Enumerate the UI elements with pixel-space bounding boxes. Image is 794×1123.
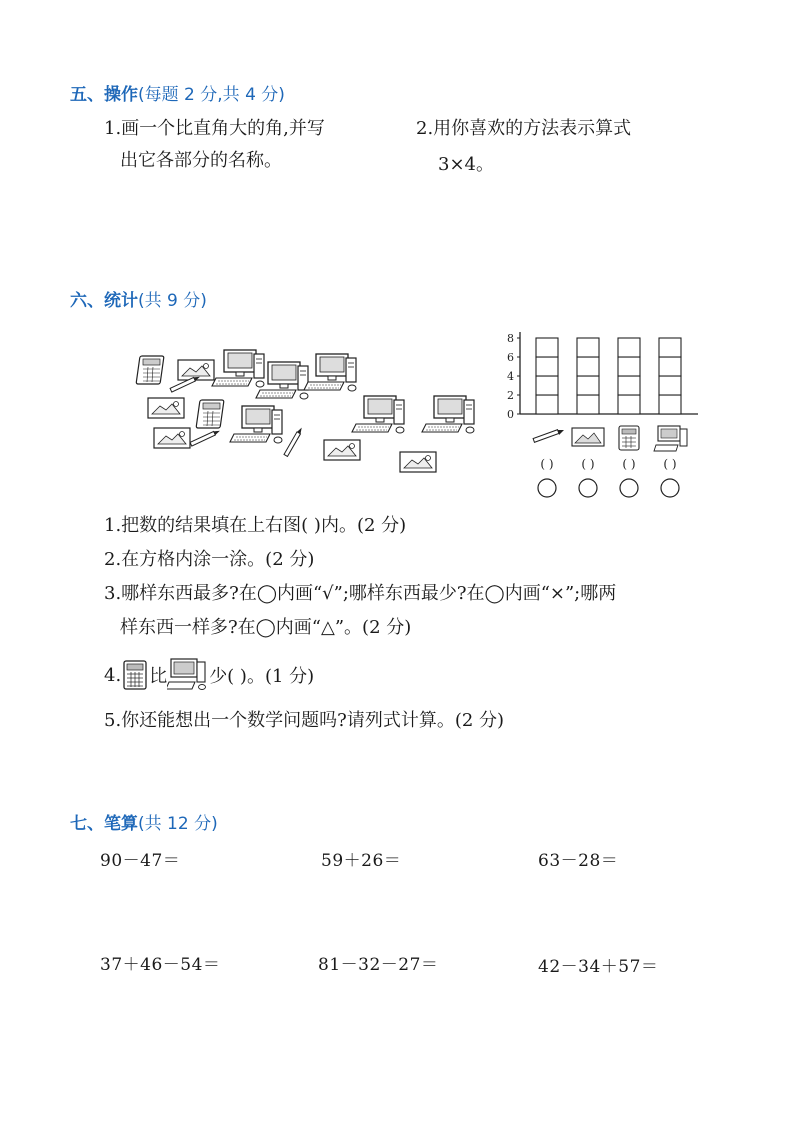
calc-problem-4: 37＋46－54＝: [100, 955, 221, 975]
section-7-heading: [70, 809, 218, 834]
chart-answer-circle: [538, 479, 556, 497]
chart-y-tick-label: 8: [507, 332, 514, 345]
chart-bar-cell: [577, 376, 599, 395]
pencil-icon: [533, 430, 564, 443]
chart-bar-cell: [577, 395, 599, 414]
calc-problem-3: 63－28＝: [538, 851, 619, 871]
chart-bar-cell: [659, 395, 681, 414]
chart-bar-cell: [659, 338, 681, 357]
chart-y-tick-label: 4: [507, 370, 514, 383]
chart-y-tick-label: 0: [507, 408, 514, 421]
section-5-title: 五、操作: [70, 85, 138, 105]
chart-answer-blank: ( ): [622, 457, 636, 471]
calculator-icon: [619, 426, 639, 450]
s6-q5: 5.你还能想出一个数学问题吗?请列式计算。(2 分): [104, 710, 505, 731]
s5-q1-line1: 1.画一个比直角大的角,并写: [104, 118, 325, 139]
computer-icon: [654, 426, 687, 451]
chart-answer-blank: ( ): [581, 457, 595, 471]
s5-q1-line2: 出它各部分的名称。: [120, 150, 282, 171]
chart-answer-circle: [579, 479, 597, 497]
s6-q3-line2: 样东西一样多?在◯内画“△”。(2 分): [120, 617, 412, 638]
picture-card-icon: [572, 428, 604, 446]
s5-q2-line2: 3×4。: [438, 154, 494, 175]
calculator-icon: [121, 660, 149, 690]
chart-answer-circle: [620, 479, 638, 497]
chart-bar-cell: [618, 357, 640, 376]
section-7-score: (共 12 分): [138, 814, 218, 834]
chart-bar-cell: [618, 338, 640, 357]
chart-bar-cell: [618, 376, 640, 395]
chart-y-tick-label: 6: [507, 351, 514, 364]
s5-q2-line1: 2.用你喜欢的方法表示算式: [416, 118, 632, 139]
chart-y-tick-label: 2: [507, 389, 514, 402]
chart-bar-cell: [659, 376, 681, 395]
objects-illustration: [130, 340, 490, 475]
s6-q4-mid: 比: [149, 666, 168, 687]
section-7-title: 七、笔算: [70, 814, 138, 834]
chart-bar-cell: [618, 395, 640, 414]
section-6-heading: [70, 286, 207, 311]
s6-q3-line1: 3.哪样东西最多?在◯内画“√”;哪样东西最少?在◯内画“×”;哪两: [104, 583, 617, 604]
s6-q2: 2.在方格内涂一涂。(2 分): [104, 549, 315, 570]
calc-problem-2: 59＋26＝: [321, 851, 402, 871]
s6-q1: 1.把数的结果填在上右图( )内。(2 分): [104, 515, 407, 536]
chart-bar-cell: [659, 357, 681, 376]
chart-bar-cell: [577, 357, 599, 376]
section-6-score: (共 9 分): [138, 291, 207, 311]
calc-problem-6: 42－34＋57＝: [538, 957, 659, 977]
s6-q4: [104, 658, 314, 692]
s6-q4-suffix: 少( )。(1 分): [209, 666, 315, 687]
section-6-title: 六、统计: [70, 291, 138, 311]
chart-answer-blank: ( ): [540, 457, 554, 471]
chart-bar-cell: [536, 376, 558, 395]
section-5-score: (每题 2 分,共 4 分): [138, 85, 285, 105]
calc-problem-1: 90－47＝: [100, 851, 181, 871]
chart-answer-blank: ( ): [663, 457, 677, 471]
calc-problem-5: 81－32－27＝: [318, 955, 439, 975]
statistics-chart: [498, 322, 708, 502]
chart-answer-circle: [661, 479, 679, 497]
section-5-heading: [70, 80, 285, 105]
s6-q4-prefix: 4.: [104, 664, 122, 686]
computer-icon: [167, 658, 209, 692]
chart-bar-cell: [536, 395, 558, 414]
chart-bar-cell: [536, 338, 558, 357]
chart-bar-cell: [536, 357, 558, 376]
chart-bar-cell: [577, 338, 599, 357]
